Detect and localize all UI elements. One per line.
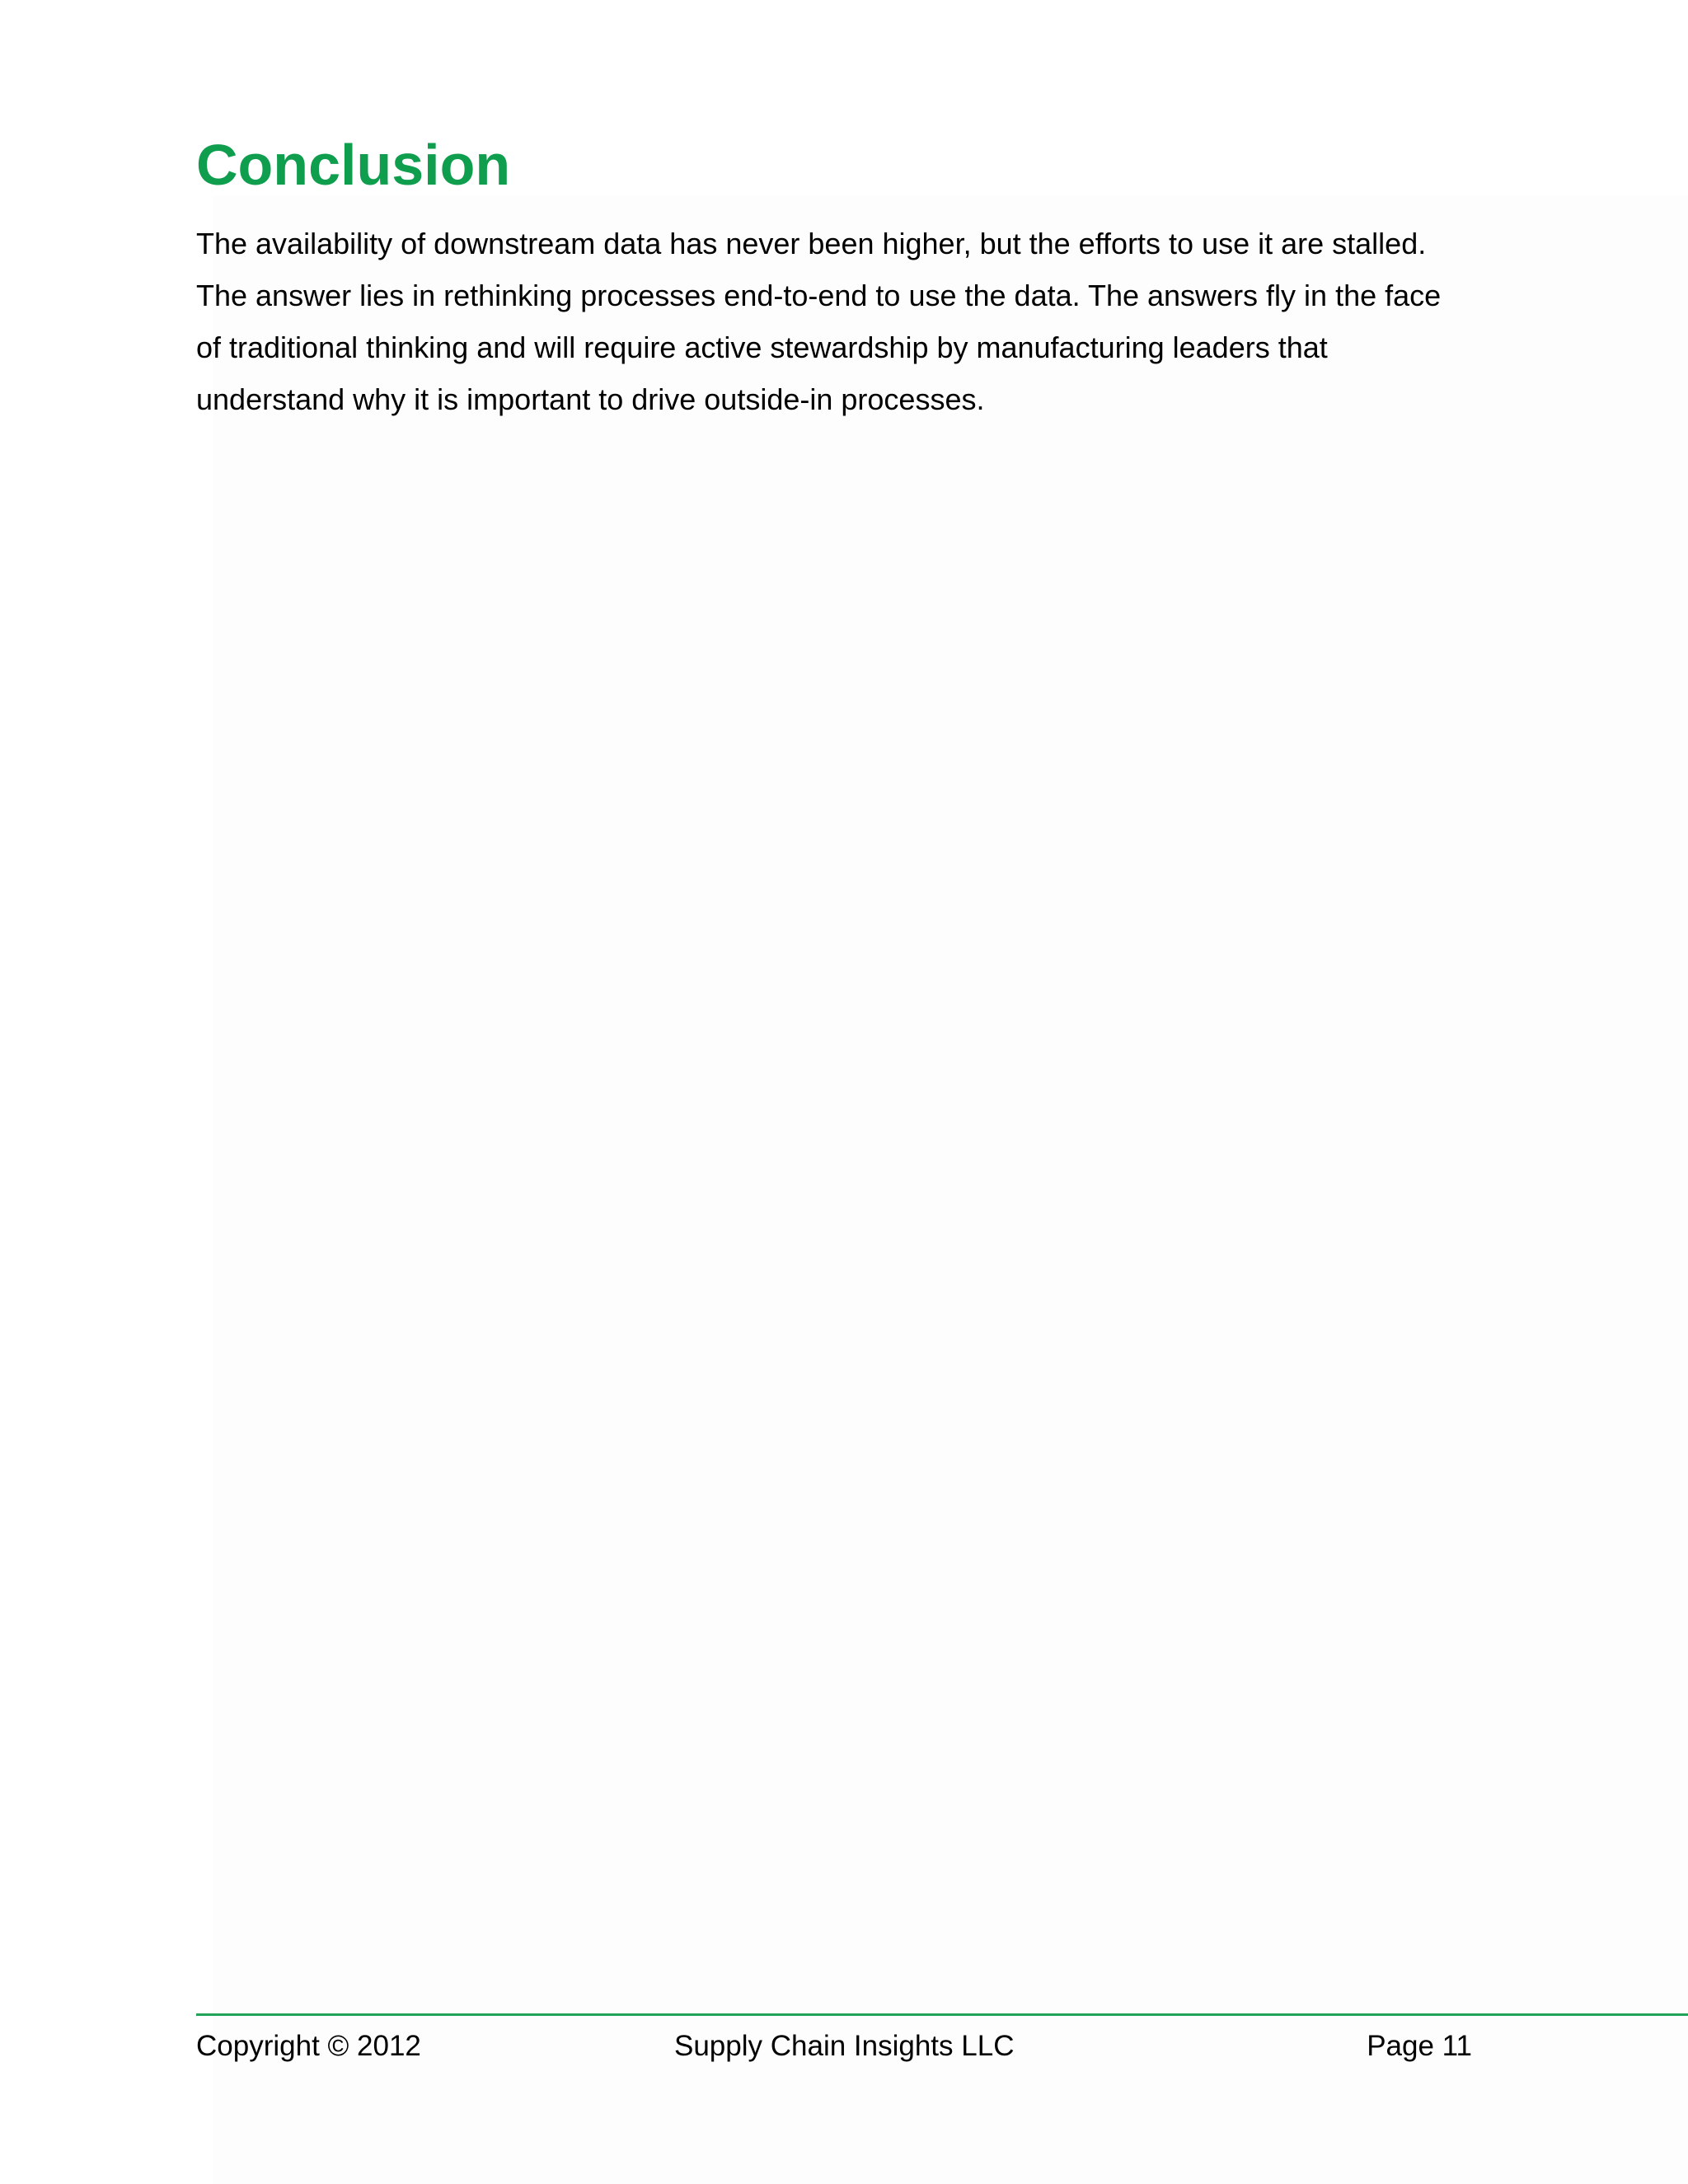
footer-page-number: Page 11 [1367,2030,1472,2062]
document-body [196,124,1482,425]
paragraph-line: understand why it is important to drive outside-in processes. [196,382,985,416]
page-background [213,196,1688,2184]
paragraph-line: The answer lies in rethinking processes end-to-end to use the data. The answers fly in the face [196,279,1442,312]
footer-divider [196,2013,1688,2016]
page-footer [196,2023,1472,2069]
paragraph-line: The availability of downstream data has never been higher, but the efforts to use it are stalled. [196,227,1427,260]
footer-copyright: Copyright © 2012 [196,2030,421,2062]
footer-company: Supply Chain Insights LLC [674,2030,1015,2062]
paragraph-line: of traditional thinking and will require active stewardship by manufacturing leaders that [196,330,1328,364]
section-heading: Conclusion [196,133,511,197]
conclusion-paragraph [196,218,1482,425]
